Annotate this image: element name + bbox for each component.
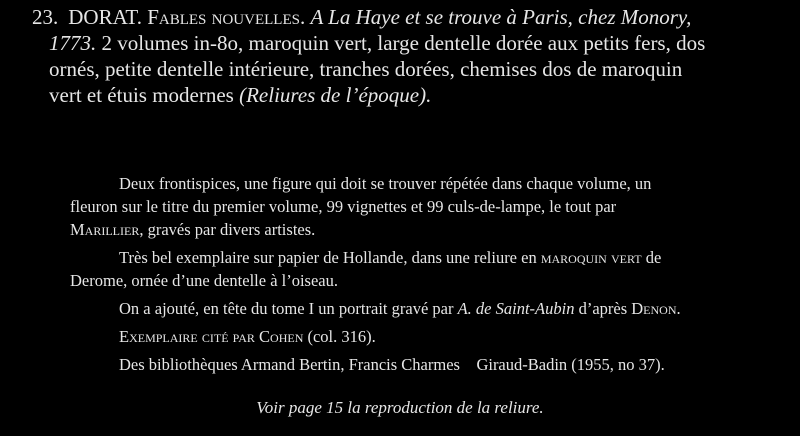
- reference-cited: Exemplaire cité par Cohen: [119, 327, 304, 346]
- engraver-name: A. de Saint-Aubin: [457, 299, 575, 318]
- note-portrait-mid: d’après: [574, 299, 632, 318]
- reproduction-caption: Voir page 15 la reproduction de la reliure.: [256, 398, 544, 417]
- note-copy-binding: maroquin vert: [540, 248, 642, 267]
- artist-name: Denon.: [631, 299, 681, 318]
- entry-line-1: [32, 4, 787, 30]
- entry-imprint: A La Haye et se trouve à Paris, chez Monory,: [310, 5, 692, 29]
- note-copy-text: Très bel exemplaire sur papier de Hollande, dans une reliure en: [119, 248, 541, 267]
- entry-year: 1773.: [49, 31, 97, 55]
- note-copy-line-1: [70, 246, 782, 269]
- binding-note: (Reliures de l’époque).: [239, 83, 432, 107]
- note-copy-line-2: Derome, ornée d’une dentelle à l’oiseau.: [70, 271, 339, 290]
- entry-description-3: vert et étuis modernes: [49, 83, 234, 107]
- entry-notes: [70, 172, 782, 376]
- entry-title: Fables nouvelles.: [147, 5, 306, 29]
- note-provenance: Des bibliothèques Armand Bertin, Francis Charmes Giraud-Badin (1955, no 37).: [119, 355, 665, 374]
- entry-line-3: ornés, petite dentelle intérieure, tranches dorées, chemises dos de maroquin: [49, 57, 683, 81]
- note-illustrations-line-2: fleuron sur le titre du premier volume, 99 vignettes et 99 culs-de-lampe, le tout par: [70, 197, 617, 216]
- illustrator-name: Marillier,: [70, 220, 144, 239]
- note-portrait: [70, 297, 782, 320]
- entry-author: DORAT.: [68, 5, 142, 29]
- entry-line-2: [32, 30, 787, 56]
- catalogue-entry: [32, 4, 787, 108]
- entry-description-1: 2 volumes in-8o, maroquin vert, large dentelle dorée aux petits fers, dos: [101, 31, 706, 55]
- note-copy-tail: de: [641, 248, 662, 267]
- entry-line-4: [32, 82, 787, 108]
- note-illustrations-line-3: [70, 218, 782, 241]
- entry-number: 23.: [32, 5, 59, 29]
- note-reference: [70, 325, 782, 348]
- note-portrait-text: On a ajouté, en tête du tome I un portrait gravé par: [119, 299, 458, 318]
- reference-column: (col. 316).: [303, 327, 376, 346]
- note-illustrations-line-1: Deux frontispices, une figure qui doit se trouver répétée dans chaque volume, un: [119, 174, 652, 193]
- note-illustrations-tail: gravés par divers artistes.: [143, 220, 316, 239]
